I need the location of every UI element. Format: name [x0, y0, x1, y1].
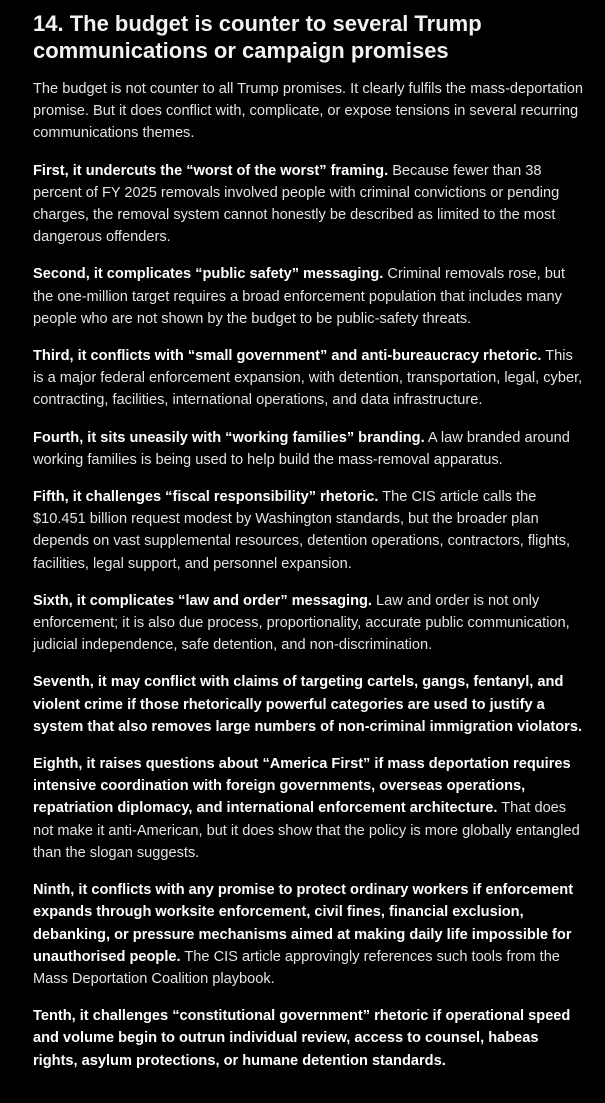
- point-paragraph: [33, 753, 585, 864]
- intro-paragraph: The budget is not counter to all Trump promises. It clearly fulfils the mass-deportation promise. But it does conflict with, complicate, or expose tensions in several recurring communications themes.: [33, 81, 583, 142]
- point-lead: Second, it complicates “public safety” messaging.: [33, 266, 384, 283]
- point-paragraph: [33, 263, 585, 330]
- point-body: The CIS article calls the $10.451 billion request modest by Washington standards, but the broader plan depends on vast supplemental resources, detention operations, contractors, flights, facilities, legal support, and personnel expansion.: [33, 489, 571, 572]
- point-lead: Fourth, it sits uneasily with “working families” branding.: [33, 429, 425, 446]
- point-lead: Seventh, it may conflict with claims of targeting cartels, gangs, fentanyl, and violent crime if those rhetorically powerful categories are used to justify a system that also removes large numbers of non-criminal immigration violators.: [33, 674, 583, 735]
- point-body: The CIS article approvingly references such tools from the Mass Deportation Coalition playbook.: [33, 948, 560, 987]
- point-body: Law and order is not only enforcement; it is also due process, proportionality, accurate public communication, judicial independence, safe detention, and non-discrimination.: [33, 592, 570, 654]
- point-body: This is a major federal enforcement expansion, with detention, transportation, legal, cyber, contracting, facilities, international operations, and data infrastructure.: [33, 348, 583, 409]
- point-lead: First, it undercuts the “worst of the worst” framing.: [33, 162, 389, 179]
- point-body: Because fewer than 38 percent of FY 2025 removals involved people with criminal convictions or pending charges, the removal system cannot honestly be described as limited to the most dangerous offenders.: [33, 162, 560, 246]
- point-lead: Ninth, it conflicts with any promise to protect ordinary workers if enforcement expands through worksite enforcement, civil fines, financial exclusion, debanking, or pressure mechanisms aimed at making daily life impossible for unauthorised people.: [33, 882, 574, 965]
- point-paragraph: [33, 345, 585, 412]
- point-paragraph: [33, 879, 585, 990]
- point-body: A law branded around working families is being used to help build the mass-removal apparatus.: [33, 429, 570, 468]
- point-paragraph: [33, 160, 585, 249]
- point-paragraph: [33, 1005, 585, 1072]
- point-body: That does not make it anti-American, but it does show that the policy is more globally entangled than the slogan suggests.: [33, 800, 580, 861]
- point-lead: Sixth, it complicates “law and order” messaging.: [33, 592, 372, 609]
- point-lead: Tenth, it challenges “constitutional government” rhetoric if operational speed and volume begin to outrun individual review, access to counsel, habeas rights, asylum protections, or humane detention standards.: [33, 1008, 571, 1069]
- point-lead: Eighth, it raises questions about “America First” if mass deportation requires intensive coordination with foreign governments, overseas operations, repatriation diplomacy, and international enforcement architecture.: [33, 756, 571, 817]
- point-paragraph: [33, 427, 585, 471]
- point-paragraph: [33, 671, 585, 738]
- point-paragraph: [33, 590, 585, 657]
- point-lead: Third, it conflicts with “small government” and anti-bureaucracy rhetoric.: [33, 348, 542, 365]
- point-paragraph: [33, 486, 585, 575]
- point-body: Criminal removals rose, but the one-million target requires a broad enforcement population that includes many people who are not shown by the budget to be public-safety threats.: [33, 266, 566, 327]
- section-heading: 14. The budget is counter to several Trump communications or campaign promises: [33, 11, 482, 63]
- point-lead: Fifth, it challenges “fiscal responsibility” rhetoric.: [33, 489, 379, 506]
